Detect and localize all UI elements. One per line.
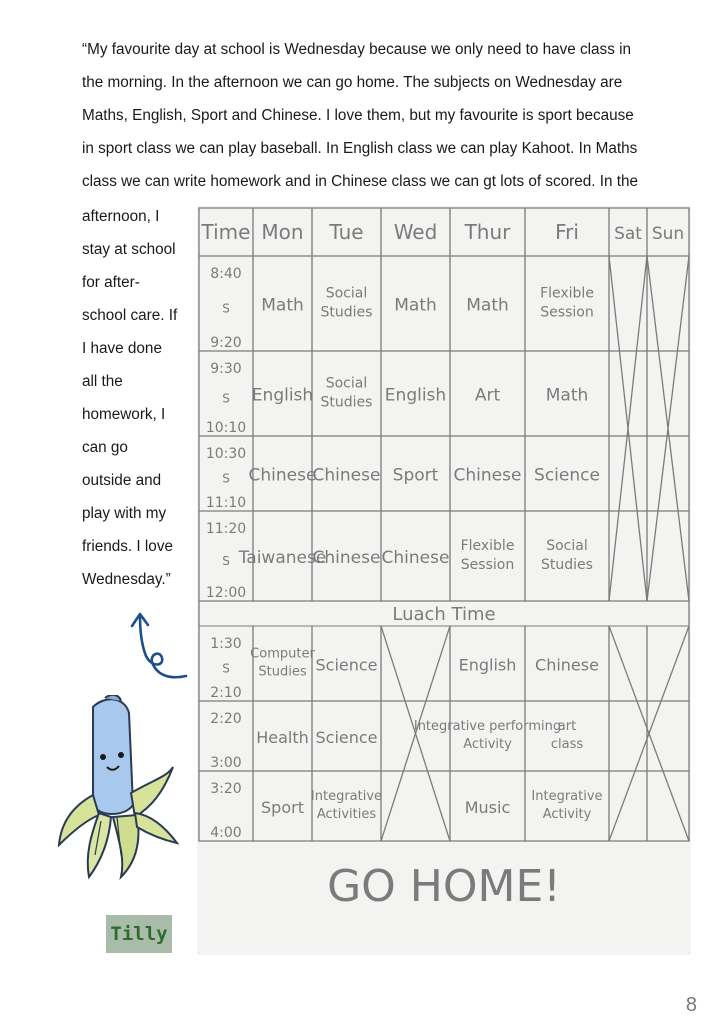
- story-line: “My favourite day at school is Wednesday because we only need to have class in: [82, 41, 632, 58]
- page-number: 8: [685, 994, 697, 1016]
- timetable-drawing: [197, 206, 691, 955]
- time-cell: 1:30: [210, 636, 242, 652]
- subject-cell: Integrative Activity: [531, 789, 603, 822]
- header-sun: Sun: [651, 224, 685, 244]
- subject-cell: Integrative performing Activity: [413, 719, 562, 752]
- time-cell: S: [222, 391, 230, 406]
- story-line: in sport class we can play baseball. In English class we can play Kahoot. In Maths: [82, 140, 638, 157]
- side-line: outside and: [82, 472, 162, 489]
- banana-character-illustration: [55, 695, 185, 880]
- time-cell: 11:10: [205, 495, 247, 511]
- time-cell: 9:20: [210, 335, 242, 351]
- story-line: class we can write homework and in Chinese class we can gt lots of scored. In the: [82, 173, 639, 190]
- subject-cell: Science: [534, 465, 600, 486]
- time-cell: S: [222, 554, 230, 568]
- subject-cell: Chinese: [312, 548, 381, 568]
- subject-cell: Sport: [392, 465, 439, 486]
- side-line: I have done: [82, 340, 162, 357]
- side-line: friends. I love: [82, 538, 173, 555]
- subject-cell: art class: [550, 719, 584, 752]
- time-cell: 10:10: [205, 420, 247, 436]
- time-cell: 3:00: [210, 755, 242, 771]
- subject-cell: Math: [466, 295, 509, 316]
- time-cell: S: [222, 661, 230, 676]
- subject-cell: Social Studies: [541, 538, 593, 573]
- name-tag: [106, 915, 172, 953]
- story-line: Maths, English, Sport and Chinese. I love them, but my favourite is sport because: [82, 107, 634, 124]
- header-sat: Sat: [614, 224, 642, 244]
- time-cell: 10:30: [205, 446, 247, 462]
- side-line: can go: [82, 439, 128, 456]
- subject-cell: Flexible Session: [540, 285, 594, 321]
- story-line: the morning. In the afternoon we can go home. The subjects on Wednesday are: [82, 74, 623, 91]
- time-cell: S: [222, 301, 230, 316]
- subject-cell: Health: [256, 728, 309, 747]
- subject-cell: Music: [464, 798, 511, 817]
- story-paragraph: [82, 33, 692, 198]
- time-cell: 2:20: [210, 711, 242, 727]
- go-home-text: GO HOME!: [327, 861, 561, 912]
- subject-cell: Chinese: [535, 655, 599, 675]
- subject-cell: Computer Studies: [250, 646, 315, 680]
- side-line: afternoon, I: [82, 208, 160, 225]
- header-tue: Tue: [329, 220, 364, 244]
- subject-cell: Social Studies: [320, 375, 373, 411]
- subject-cell: Math: [261, 295, 304, 316]
- name-tag-label: Tilly: [110, 923, 168, 945]
- handwritten-timetable: [197, 206, 691, 955]
- time-cell: 12:00: [205, 585, 247, 601]
- time-cell: 11:20: [205, 521, 247, 537]
- header-mon: Mon: [261, 220, 304, 244]
- lunch-time-label: Luach Time: [392, 604, 496, 625]
- subject-cell: Chinese: [312, 465, 381, 486]
- subject-cell: Social Studies: [320, 285, 373, 321]
- time-cell: 8:40: [210, 266, 242, 282]
- time-cell: 2:10: [210, 685, 242, 701]
- subject-cell: Chinese: [248, 465, 317, 486]
- side-line: school care. If: [82, 307, 178, 324]
- subject-cell: Math: [394, 295, 437, 316]
- header-time: Time: [201, 220, 251, 244]
- time-cell: 4:00: [210, 825, 242, 841]
- header-fri: Fri: [555, 220, 579, 244]
- subject-cell: Art: [474, 385, 501, 406]
- time-cell: 3:20: [210, 781, 242, 797]
- subject-cell: Math: [545, 385, 589, 406]
- header-thur: Thur: [464, 220, 511, 244]
- subject-cell: English: [251, 385, 314, 406]
- subject-cell: English: [384, 385, 447, 406]
- subject-cell: Integrative Activities: [310, 789, 383, 822]
- side-line: Wednesday.”: [82, 571, 171, 588]
- time-cell: S: [222, 471, 230, 486]
- subject-cell: Science: [315, 728, 378, 747]
- up-arrow-icon: [128, 608, 190, 683]
- time-cell: 9:30: [210, 361, 242, 377]
- side-line: stay at school: [82, 241, 176, 258]
- story-side-column: [82, 200, 194, 596]
- side-line: play with my: [82, 505, 167, 522]
- side-line: for after-: [82, 274, 140, 291]
- subject-cell: Chinese: [453, 465, 522, 486]
- subject-cell: Taiwanese: [238, 548, 327, 568]
- subject-cell: Chinese: [381, 548, 450, 568]
- subject-cell: Science: [315, 655, 378, 675]
- side-line: homework, I: [82, 406, 166, 423]
- header-wed: Wed: [393, 220, 438, 244]
- subject-cell: English: [458, 655, 517, 675]
- side-line: all the: [82, 373, 123, 390]
- subject-cell: Flexible Session: [460, 538, 515, 573]
- subject-cell: Sport: [261, 798, 304, 817]
